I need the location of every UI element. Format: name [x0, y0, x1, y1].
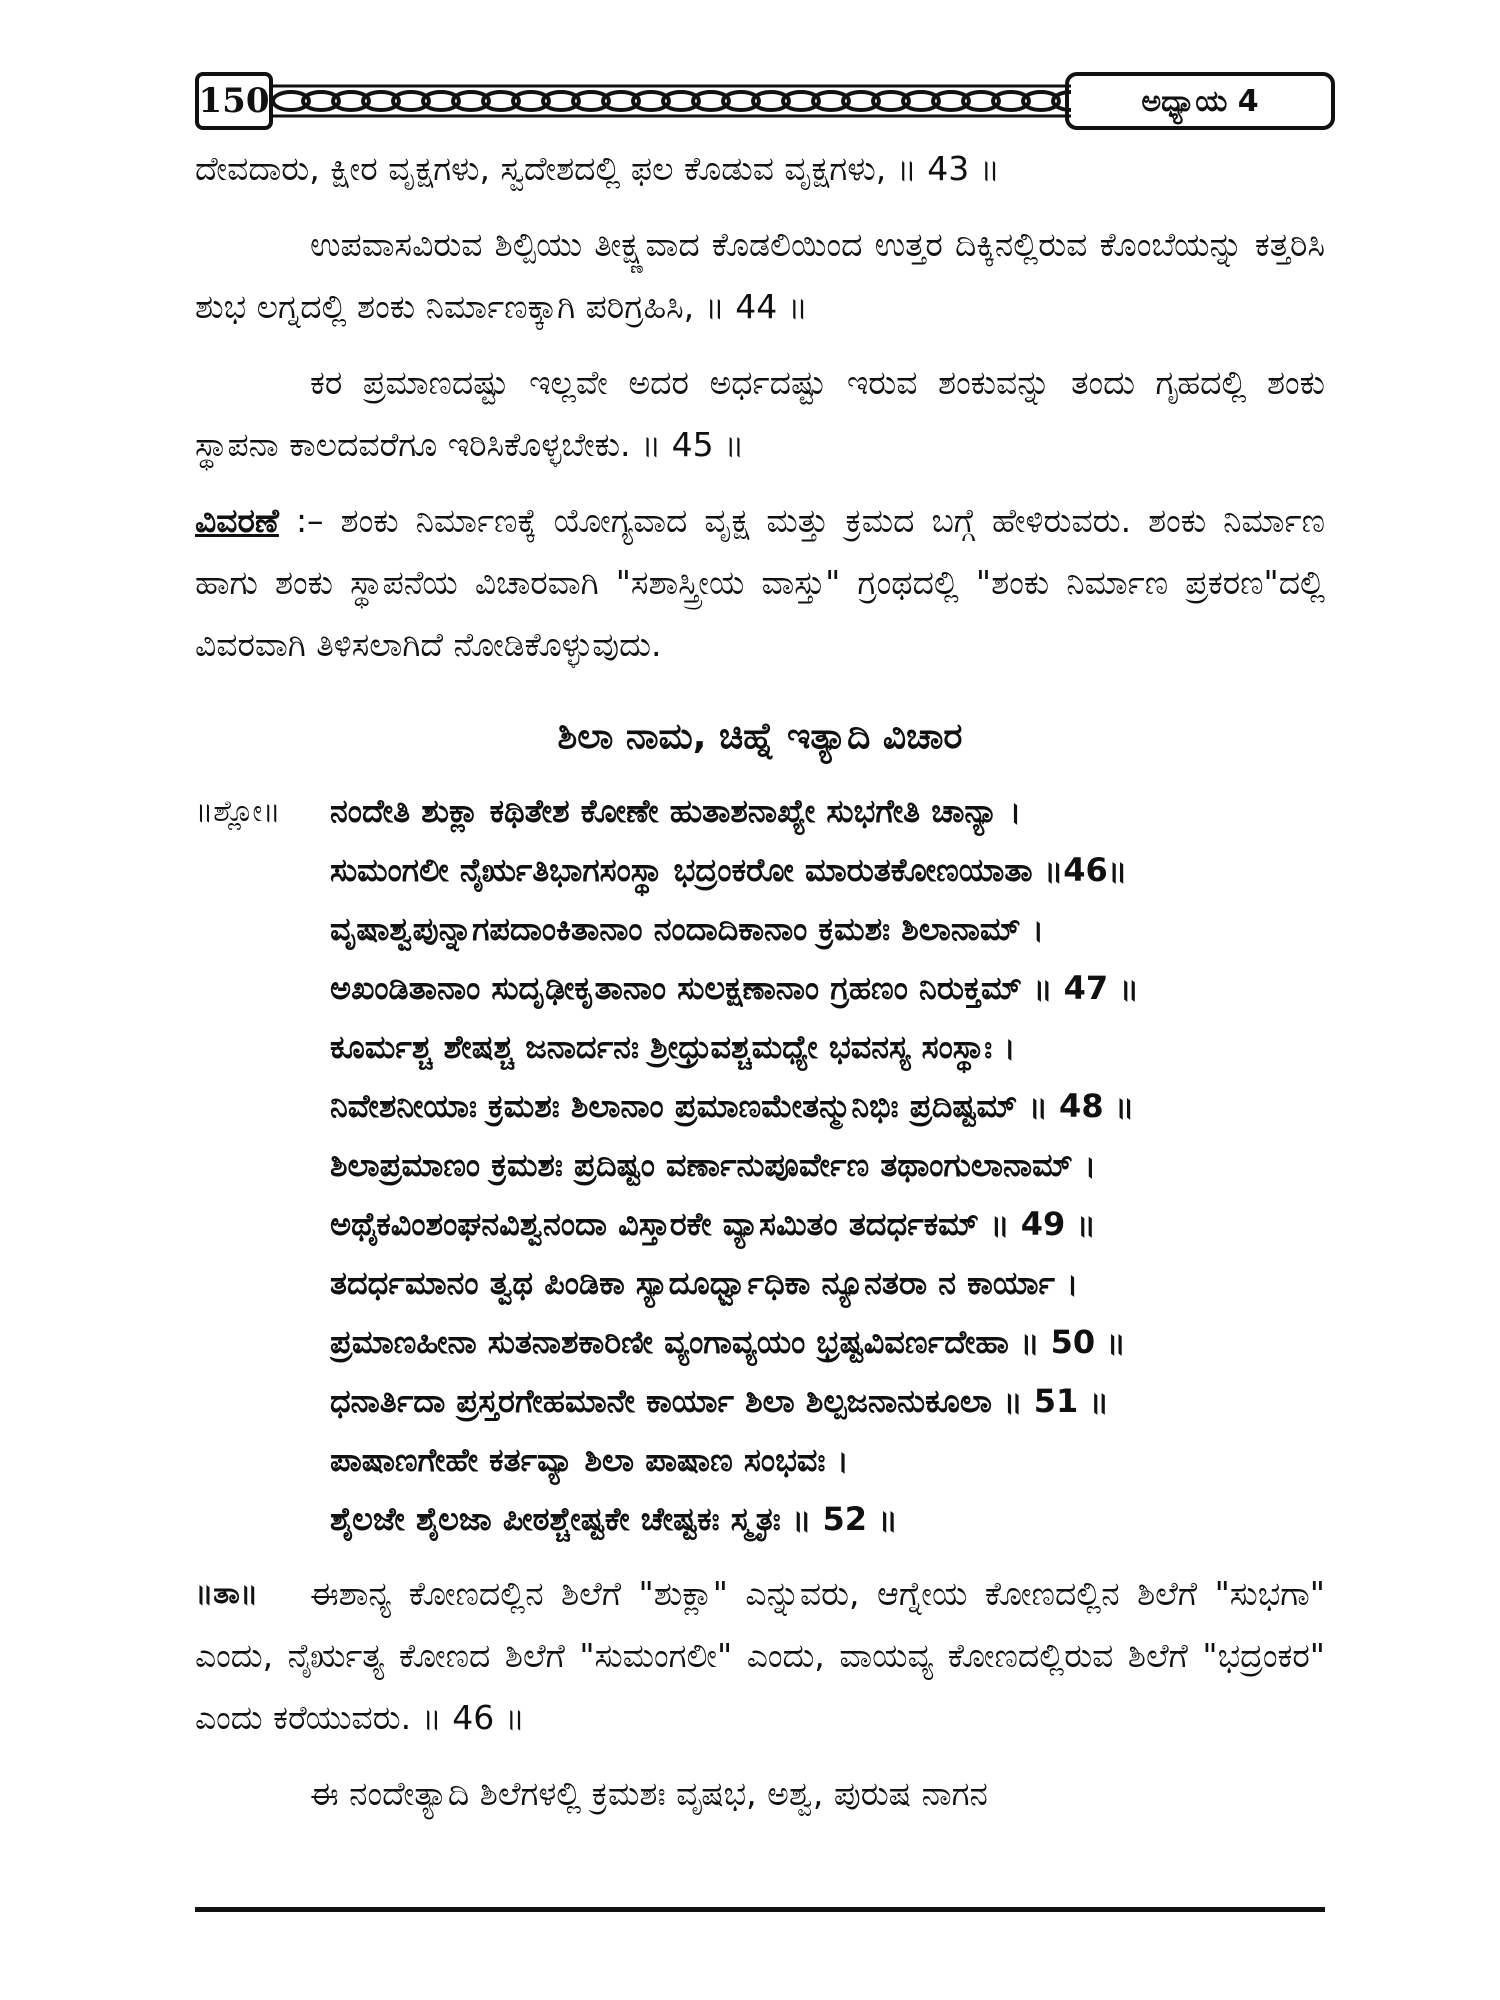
paragraph-45: ಕರ ಪ್ರಮಾಣದಷ್ಟು ಇಲ್ಲವೇ ಅದರ ಅರ್ಧದಷ್ಟು ಇರುವ ಶಂಕುವನ್ನು ತಂದು ಗೃಹದಲ್ಲಿ ಶಂಕು ಸ್ಥಾಪನಾ ಕಾಲದವರೆಗೂ ಇರಿಸಿಕೊಳ್ಳಬೇಕು. ॥ 45 ॥: [195, 363, 1325, 464]
page-header: [195, 72, 1325, 132]
shloka-line: ಪಾಷಾಣಗೇಹೇ ಕರ್ತವ್ಯಾ ಶಿಲಾ ಪಾಷಾಣ ಸಂಭವಃ ।: [330, 1441, 849, 1479]
meaning-text-content: ಈಶಾನ್ಯ ಕೋಣದಲ್ಲಿನ ಶಿಲೆಗೆ "ಶುಕ್ಲಾ" ಎನ್ನುವರು, ಆಗ್ನೇಯ ಕೋಣದಲ್ಲಿನ ಶಿಲೆಗೆ "ಸುಭಗಾ" ಎಂದು, ನೈರ್ಋತ್ಯ ಕೋಣದ ಶಿಲೆಗೆ "ಸುಮಂಗಲೀ" ಎಂದು, ವಾಯವ್ಯ ಕೋಣದಲ್ಲಿರುವ ಶಿಲೆಗೆ "ಭದ್ರಂಕರ" ಎಂದು ಕರೆಯುವರು. ॥ 46 ॥: [195, 1574, 1325, 1737]
meaning-tag: ॥ತಾ॥: [195, 1576, 259, 1611]
shloka-line: ಸುಮಂಗಲೀ ನೈರ್ಋತಿಭಾಗಸಂಸ್ಥಾ ಭದ್ರಂಕರೋ ಮಾರುತಕೋಣಯಾತಾ ॥46॥: [330, 851, 1128, 889]
meaning-text: [195, 1563, 1325, 1749]
shloka-line: ಕೂರ್ಮಶ್ಚ ಶೇಷಶ್ಚ ಜನಾರ್ದನಃ ಶ್ರೀಧ್ರುವಶ್ಚಮಧ್ಯೇ ಭವನಸ್ಯ ಸಂಸ್ಥಾಃ ।: [330, 1028, 1016, 1066]
explanation-text: :– ಶಂಕು ನಿರ್ಮಾಣಕ್ಕೆ ಯೋಗ್ಯವಾದ ವೃಕ್ಷ ಮತ್ತು ಕ್ರಮದ ಬಗ್ಗೆ ಹೇಳಿರುವರು. ಶಂಕು ನಿರ್ಮಾಣ ಹಾಗು ಶಂಕು ಸ್ಥಾಪನೆಯ ವಿಚಾರವಾಗಿ "ಸಶಾಸ್ತ್ರೀಯ ವಾಸ್ತು" ಗ್ರಂಥದಲ್ಲಿ "ಶಂಕು ನಿರ್ಮಾಣ ಪ್ರಕರಣ"ದಲ್ಲಿ ವಿವರವಾಗಿ ತಿಳಿಸಲಾಗಿದೆ ನೋಡಿಕೊಳ್ಳುವುದು.: [195, 501, 1325, 664]
footer-rule: [195, 1907, 1325, 1912]
shloka-block: [195, 782, 1325, 1549]
shloka-line: ಅಖಂಡಿತಾನಾಂ ಸುದೃಢೀಕೃತಾನಾಂ ಸುಲಕ್ಷಣಾನಾಂ ಗ್ರಹಣಂ ನಿರುಕ್ತಮ್ ॥ 47 ॥: [330, 969, 1139, 1007]
shloka-line: ನಿವೇಶನೀಯಾಃ ಕ್ರಮಶಃ ಶಿಲಾನಾಂ ಪ್ರಮಾಣಮೇತನ್ಮುನಿಭಿಃ ಪ್ರದಿಷ್ಟಮ್ ॥ 48 ॥: [330, 1087, 1135, 1125]
shloka-line: ಧನಾರ್ತಿದಾ ಪ್ರಸ್ತರಗೇಹಮಾನೇ ಕಾರ್ಯಾ ಶಿಲಾ ಶಿಲ್ಪಜನಾನುಕೂಲಾ ॥ 51 ॥: [330, 1382, 1109, 1420]
page-content: [195, 138, 1325, 1825]
section-heading: [195, 716, 1325, 758]
shloka-line: ಪ್ರಮಾಣಹೀನಾ ಸುತನಾಶಕಾರಿಣೀ ವ್ಯಂಗಾವ್ಯಯಂ ಭ್ರಷ್ಟವಿವರ್ಣದೇಹಾ ॥ 50 ॥: [330, 1323, 1126, 1361]
shloka-tag: ॥ಶ್ಲೋ॥: [195, 794, 281, 829]
meaning-continuation: ಈ ನಂದೇತ್ಯಾದಿ ಶಿಲೆಗಳಲ್ಲಿ ಕ್ರಮಶಃ ವೃಷಭ, ಅಶ್ವ, ಪುರುಷ ನಾಗನ: [310, 1774, 988, 1813]
shloka-line: ನಂದೇತಿ ಶುಕ್ಲಾ ಕಥಿತೇಶ ಕೋಣೇ ಹುತಾಶನಾಖ್ಯೇ ಸುಭಗೇತಿ ಚಾನ್ಯಾ ।: [330, 792, 1022, 830]
shloka-line: ವೃಷಾಶ್ವಪುನ್ನಾಗಪದಾಂಕಿತಾನಾಂ ನಂದಾದಿಕಾನಾಂ ಕ್ರಮಶಃ ಶಿಲಾನಾಮ್ ।: [330, 910, 1045, 948]
chapter-label: ಅಧ್ಯಾಯ 4: [1065, 72, 1335, 130]
page-number: 150: [195, 72, 273, 130]
meaning-block: [195, 1563, 1325, 1825]
shloka-line: ಅಥೈಕವಿಂಶಂಘನವಿಶ್ವನಂದಾ ವಿಸ್ತಾರಕೇ ವ್ಯಾಸಮಿತಂ ತದರ್ಧಕಮ್ ॥ 49 ॥: [330, 1205, 1096, 1243]
shloka-lines: [330, 782, 1325, 1549]
paragraph-43: ದೇವದಾರು, ಕ್ಷೀರ ವೃಕ್ಷಗಳು, ಸ್ವದೇಶದಲ್ಲಿ ಫಲ ಕೊಡುವ ವೃಕ್ಷಗಳು, ॥ 43 ॥: [195, 149, 1000, 188]
paragraph-44: ಉಪವಾಸವಿರುವ ಶಿಲ್ಪಿಯು ತೀಕ್ಷ್ಣವಾದ ಕೊಡಲಿಯಿಂದ ಉತ್ತರ ದಿಕ್ಕಿನಲ್ಲಿರುವ ಕೊಂಬೆಯನ್ನು ಕತ್ತರಿಸಿ ಶುಭ ಲಗ್ನದಲ್ಲಿ ಶಂಕು ನಿರ್ಮಾಣಕ್ಕಾಗಿ ಪರಿಗ್ರಹಿಸಿ, ॥ 44 ॥: [195, 225, 1325, 326]
section-heading-text: ಶಿಲಾ ನಾಮ, ಚಿಹ್ನೆ ಇತ್ಯಾದಿ ವಿಚಾರ: [557, 716, 963, 757]
explanation-paragraph: [195, 490, 1325, 676]
shloka-line: ಶಿಲಾಪ್ರಮಾಣಂ ಕ್ರಮಶಃ ಪ್ರದಿಷ್ಟಂ ವರ್ಣಾನುಪೂರ್ವೇಣ ತಥಾಂಗುಲಾನಾಮ್ ।: [330, 1146, 1097, 1184]
explanation-term: ವಿವರಣೆ: [195, 501, 279, 540]
shloka-line: ಶೈಲಜೇ ಶೈಲಜಾ ಪೀಠಶ್ಚೇಷ್ಟಕೇ ಚೇಷ್ಟಕಃ ಸ್ಮೃತಃ ॥ 52 ॥: [330, 1500, 898, 1538]
chain-border-ornament: [271, 76, 1071, 126]
shloka-line: ತದರ್ಧಮಾನಂ ತ್ವಥ ಪಿಂಡಿಕಾ ಸ್ಯಾದೂರ್ಧ್ವಾಧಿಕಾ ನ್ಯೂನತರಾ ನ ಕಾರ್ಯಾ ।: [330, 1264, 1079, 1302]
